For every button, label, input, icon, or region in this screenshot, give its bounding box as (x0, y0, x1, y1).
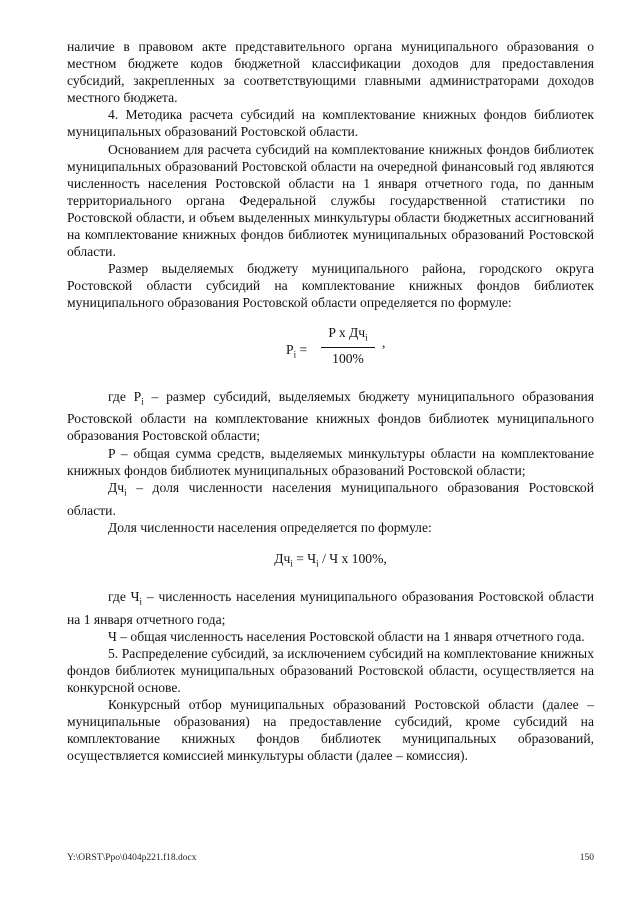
paragraph: наличие в правовом акте представительного органа муниципального образования о местном бюджете кодов бюджетной классификации доходов для предоставления субсидий, закрепленных за соответствующими главными администраторами доходов местного бюджета. (67, 39, 594, 106)
definition-chi: где $Ч_i$ – численность населения муниципального образования Ростовской области на 1 января отчетного года; (67, 588, 594, 627)
definition-pi: где $P_i$ – размер субсидий, выделяемых бюджету муниципального образования Ростовской области на комплектование книжных фондов библиотек муниципального образования Ростовской области; (67, 388, 594, 444)
section-heading-5: 5. Распределение субсидий, за исключением субсидий на комплектование книжных фондов библиотек муниципальных образований Ростовской области, осуществляется на конкурсной основе. (67, 645, 594, 695)
document-body (67, 38, 594, 764)
formula-lhs: $P_i$ = (286, 341, 308, 360)
formula-subsidy-size (67, 324, 594, 374)
section-heading-4: 4. Методика расчета субсидий на комплектование книжных фондов библиотек муниципальных образований Ростовской области. (67, 107, 594, 140)
definition-p: P – общая сумма средств, выделяемых минкультуры области на комплектование книжных фондов библиотек муниципальных образований Ростовской области; (67, 445, 594, 478)
paragraph: Конкурсный отбор муниципальных образований Ростовской области (далее – муниципальные образования) на предоставление субсидий, кроме субсидий на комплектование книжных фондов библиотек муниципальных образований, осуществляется комиссией минкультуры области (далее – комиссия). (67, 696, 594, 764)
page-number: 150 (579, 853, 594, 863)
fraction-numerator: P x $Дч_i$ (321, 324, 375, 349)
file-path: Y:\ORST\Ppo\0404p221.f18.docx (67, 853, 197, 863)
definition-dchi: $Дч_i$ – доля численности населения муниципального образования Ростовской области. (67, 479, 594, 518)
definition-ch: Ч – общая численность населения Ростовской области на 1 января отчетного года. (108, 628, 585, 644)
paragraph: Основанием для расчета субсидий на комплектование книжных фондов библиотек муниципальных образований Ростовской области на очередной финансовый год являются численность населения Ростовской области на 1 января отчетного года, по данным территориального органа Федеральной службы государственной статистики по Ростовской области, и объем выделенных минкультуры области бюджетных ассигнований на комплектование книжных фондов библиотек муниципальных образований Ростовской области. (67, 141, 594, 260)
fraction-denominator: 100% (332, 351, 364, 367)
paragraph: Доля численности населения определяется по формуле: (108, 519, 432, 535)
formula-fraction (321, 324, 375, 368)
formula-population-share: $Дч_i = Ч_i / Ч$ x 100%, (274, 550, 387, 569)
paragraph: Размер выделяемых бюджету муниципального района, городского округа Ростовской области субсидий на комплектование книжных фондов библиотек муниципального образования Ростовской области определяется по формуле: (67, 261, 594, 311)
formula-comma: , (382, 334, 386, 350)
